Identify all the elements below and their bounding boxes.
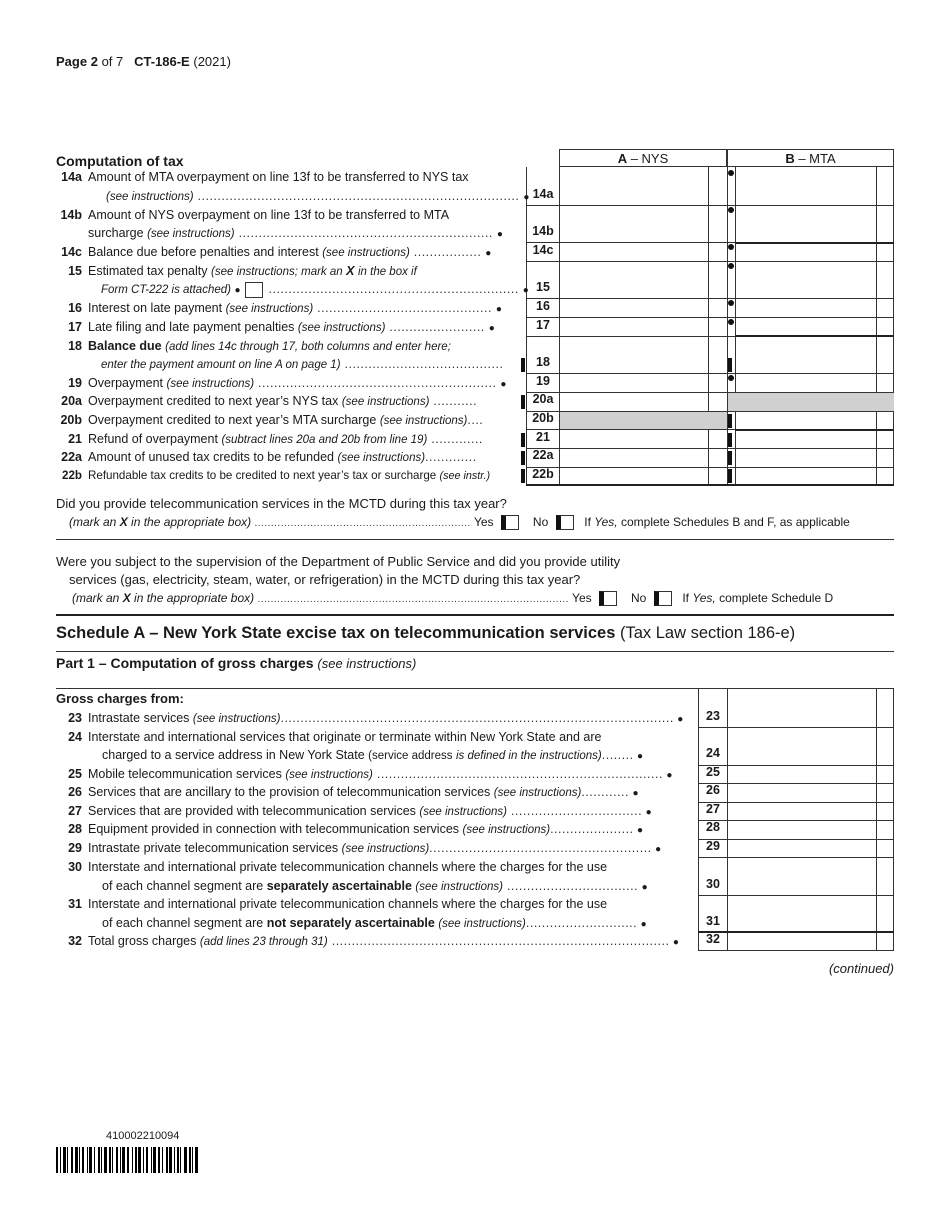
line-text: charged to a service address in New York State: [102, 748, 365, 762]
input-14a-b[interactable]: [736, 168, 876, 205]
line-22a: 22a Amount of unused tax credits to be refunded (see instructions).............: [56, 448, 477, 467]
box-label-19: 19: [536, 374, 550, 388]
line-14b: [56, 206, 449, 225]
box-label-17: 17: [536, 318, 550, 332]
line-num: 19: [68, 376, 82, 390]
ct222-checkbox[interactable]: [245, 282, 263, 298]
line-text: of each channel segment are: [102, 916, 264, 930]
mark-pre: (mark an: [69, 515, 117, 529]
column-b-header: [727, 149, 894, 167]
line-14a-cont: (see instructions) ................................................................................. ●: [106, 189, 530, 203]
line-num: 22a: [61, 450, 82, 464]
line-num: 32: [68, 934, 82, 948]
column-a-header: [559, 149, 727, 167]
line-note: (add lines 14c through 17, both columns and enter here;: [165, 341, 451, 353]
line-text: Equipment provided in connection with telecommunication services: [88, 822, 460, 836]
box-label-21: 21: [536, 430, 550, 444]
line-14b-cont: surcharge (see instructions) ................................................................ ●: [88, 226, 503, 240]
line-21: 21 Refund of overpayment (subtract lines 20a and 20b from line 19) .............: [56, 430, 483, 449]
line-num: 20b: [60, 413, 82, 427]
box-label-27: 27: [706, 802, 720, 816]
line-num: 30: [68, 860, 82, 874]
line-30: [56, 858, 607, 877]
line-note: (see instructions): [225, 303, 314, 315]
line-note: (see instructions): [192, 713, 281, 725]
line-num: 26: [68, 785, 82, 799]
line-note: in the box if: [357, 266, 417, 278]
box-label-28: 28: [706, 820, 720, 834]
shade-20b-a: [560, 412, 727, 429]
utility-question-line1: Were you subject to the supervision of the Department of Public Service and did you provide utility: [56, 554, 621, 569]
line-text: Interstate and international private telecommunication channels where the charges for the use: [88, 897, 608, 911]
box-label-22a: 22a: [532, 448, 554, 462]
yes-label: Yes: [473, 515, 494, 529]
box-label-32: 32: [706, 932, 720, 946]
no-label: No: [630, 591, 647, 605]
line-num: 20a: [61, 394, 82, 408]
line-24: [56, 728, 601, 747]
line-text: of each channel segment are: [102, 879, 264, 893]
line-num: 31: [68, 897, 82, 911]
line-num: 18: [68, 339, 82, 353]
utility-no-checkbox[interactable]: [654, 591, 672, 606]
col-a-name: – NYS: [627, 151, 669, 166]
line-text: Refundable tax credits to be credited to next year’s tax or surcharge: [88, 469, 437, 482]
mark-x: X: [346, 264, 355, 278]
line-28: 28 Equipment provided in connection with telecommunication services (see instructions)..................... ●: [56, 820, 643, 839]
line-note: (see instructions): [341, 396, 430, 408]
schedule-a-title-bold: Schedule A – New York State excise tax on telecommunication services: [56, 624, 616, 642]
form-number: CT-186-E: [134, 54, 190, 69]
line-text: Interest on late payment: [88, 301, 223, 315]
line-num: 14a: [61, 170, 82, 184]
line-num: 24: [68, 730, 82, 744]
line-num: 29: [68, 841, 82, 855]
line-num: 27: [68, 804, 82, 818]
line-27: 27 Services that are provided with telecommunication services (see instructions) ................................. ●: [56, 802, 652, 821]
line-text: Overpayment: [88, 376, 164, 390]
box-label-24: 24: [706, 746, 720, 760]
line-20a: 20a Overpayment credited to next year’s NYS tax (see instructions) ...........: [56, 392, 477, 411]
box-label-14b: 14b: [532, 224, 554, 238]
line-29: 29 Intrastate private telecommunication services (see instructions)........................................................ ●: [56, 839, 661, 858]
input-14a-a[interactable]: [560, 168, 708, 205]
box-label-16: 16: [536, 299, 550, 313]
note-yes: Yes,: [692, 591, 716, 605]
line-31-cont: of each channel segment are not separately ascertainable (see instructions)............................ ●: [102, 916, 647, 930]
barcode: [56, 1147, 238, 1173]
line-30-cont: of each channel segment are separately ascertainable (see instructions) ................................. ●: [102, 879, 648, 893]
line-note: (service address: [368, 750, 453, 762]
box-label-14a: 14a: [532, 187, 554, 201]
line-17: 17 Late filing and late payment penalties (see instructions) ........................ ●: [56, 318, 495, 337]
line-note: (see instructions): [106, 191, 194, 203]
col-b-name: – MTA: [794, 151, 836, 166]
box-label-15: 15: [536, 280, 550, 294]
form-year: (2021): [193, 54, 231, 69]
line-text: Intrastate services: [88, 711, 190, 725]
page-header: [56, 54, 231, 69]
note-pre: If: [584, 515, 591, 529]
telecom-question-mark: (mark an X in the appropriate box) .................................................................. Yes No If Yes, complete Schedules B and F, as applicable: [69, 515, 850, 529]
mark-post: in the appropriate box): [134, 591, 255, 605]
line-20b: 20b Overpayment credited to next year’s MTA surcharge (see instructions)....: [56, 411, 483, 430]
line-num: 14c: [61, 245, 82, 259]
line-note: (see instructions): [322, 247, 410, 259]
box-label-29: 29: [706, 839, 720, 853]
line-note: (see instructions): [285, 769, 373, 781]
line-num: 14b: [60, 208, 82, 222]
line-note: (see instructions; mark an: [211, 266, 343, 278]
line-note: (see instructions): [379, 415, 468, 427]
box-label-25: 25: [706, 765, 720, 779]
line-note: (see instructions): [337, 452, 426, 464]
line-num: 15: [68, 264, 82, 278]
line-num: 23: [68, 711, 82, 725]
line-note: (see instructions): [166, 378, 255, 390]
box-label-22b: 22b: [532, 467, 554, 481]
barcode-number: 410002210094: [106, 1130, 180, 1142]
page-of: of 7: [101, 54, 124, 69]
part1-note: (see instructions): [317, 656, 417, 671]
line-note: (see instructions): [419, 806, 507, 818]
line-text: Balance due: [88, 339, 162, 353]
line-text: Amount of NYS overpayment on line 13f to be transferred to MTA: [88, 208, 450, 222]
part1-title: [56, 655, 416, 671]
schedule-a-title: [56, 624, 795, 643]
telecom-yes-checkbox[interactable]: [501, 515, 519, 530]
gross-charges-from: Gross charges from:: [56, 691, 184, 706]
line-text: Total gross charges: [88, 934, 197, 948]
line-num: 22b: [62, 469, 82, 482]
line-note: (see instructions): [147, 228, 235, 240]
line-text: Amount of MTA overpayment on line 13f to be transferred to NYS tax: [88, 170, 469, 184]
box-label-31: 31: [706, 914, 720, 928]
box-label-30: 30: [706, 877, 720, 891]
line-22b: [56, 467, 490, 486]
line-25: 25 Mobile telecommunication services (see instructions) ........................................................................ ●: [56, 765, 672, 784]
schedule-a-title-ref: (Tax Law section 186-e): [620, 624, 796, 642]
mark-pre: (mark an: [72, 591, 120, 605]
mark-post: in the appropriate box): [131, 515, 252, 529]
box-label-20a: 20a: [532, 392, 554, 406]
line-text: Services that are provided with telecommunication services: [88, 804, 416, 818]
line-14c: 14c Balance due before penalties and interest (see instructions) ................. ●: [56, 243, 491, 262]
box-label-18: 18: [536, 355, 550, 369]
line-text: Overpayment credited to next year’s MTA surcharge: [88, 413, 377, 427]
no-label: No: [532, 515, 549, 529]
note-pre: If: [682, 591, 690, 605]
line-note: (see instructions): [438, 918, 526, 930]
mark-x: X: [122, 591, 131, 605]
continued-label: (continued): [828, 961, 894, 976]
line-note: (see instructions): [297, 322, 386, 334]
line-note: (see instructions): [493, 787, 582, 799]
line-text-bold: separately ascertainable: [266, 879, 412, 893]
part1-title-bold: Part 1 – Computation of gross charges: [56, 655, 314, 671]
line-text: Late filing and late payment penalties: [88, 320, 295, 334]
line-num: 17: [68, 320, 82, 334]
line-18: [56, 337, 451, 356]
note-post: complete Schedule D: [719, 591, 834, 605]
line-note: (see instr.): [439, 470, 491, 482]
utility-question-line2: services (gas, electricity, steam, water, or refrigeration) in the MCTD during this tax year?: [69, 572, 581, 587]
line-text: surcharge: [88, 226, 144, 240]
line-text: Intrastate private telecommunication services: [88, 841, 339, 855]
line-text: Balance due before penalties and interest: [88, 245, 319, 259]
line-num: 25: [68, 767, 82, 781]
line-19: 19 Overpayment (see instructions) ............................................................ ●: [56, 374, 506, 393]
line-num: 28: [68, 822, 82, 836]
page-label: Page: [56, 54, 88, 69]
col-b-letter: B: [785, 151, 795, 166]
mark-x: X: [119, 515, 128, 529]
page-number: 2: [90, 54, 98, 69]
box-label-26: 26: [706, 783, 720, 797]
telecom-question: Did you provide telecommunication services in the MCTD during this tax year?: [56, 496, 507, 511]
line-num: 16: [68, 301, 82, 315]
line-text-bold: not separately ascertainable: [266, 916, 435, 930]
telecom-no-checkbox[interactable]: [556, 515, 574, 530]
line-18-cont: enter the payment amount on line A on page 1) ........................................: [101, 357, 504, 371]
line-note: (see instructions): [415, 881, 503, 893]
computation-title: Computation of tax: [56, 153, 184, 169]
box-label-23: 23: [706, 709, 720, 723]
line-16: 16 Interest on late payment (see instructions) ............................................ ●: [56, 299, 502, 318]
line-32: 32 Total gross charges (add lines 23 through 31) ..................................................................................... ●: [56, 932, 679, 951]
line-14a: [56, 168, 469, 187]
line-text: Mobile telecommunication services: [88, 767, 282, 781]
box-label-20b: 20b: [532, 411, 554, 425]
line-text: Interstate and international private telecommunication channels where the charges for the use: [88, 860, 608, 874]
note-post: complete Schedules B and F, as applicable: [620, 515, 850, 529]
line-num: 21: [68, 432, 82, 446]
col-a-letter: A: [617, 151, 628, 166]
line-note: (see instructions): [462, 824, 551, 836]
line-note: is defined in the instructions): [456, 750, 602, 762]
line-note: Form CT-222 is attached): [101, 284, 231, 296]
line-text: Refund of overpayment: [88, 432, 218, 446]
line-23: 23 Intrastate services (see instructions)................................................................................................... ●: [56, 709, 683, 728]
line-15-cont: Form CT-222 is attached) ● ............................................................... ●: [101, 282, 529, 296]
utility-yes-checkbox[interactable]: [599, 591, 617, 606]
line-note: enter the payment amount on line A on page 1): [101, 359, 341, 371]
line-text: Interstate and international services that originate or terminate within New York State and are: [88, 730, 602, 744]
utility-question-mark: (mark an X in the appropriate box) ............................................................................................... Yes No If Yes, complete Schedule D: [72, 591, 834, 605]
line-24-cont: charged to a service address in New York State (service address is defined in the instructions)........ ●: [102, 748, 644, 762]
line-31: [56, 895, 607, 914]
yes-label: Yes: [572, 591, 592, 605]
line-15: [56, 262, 417, 281]
line-text: Amount of unused tax credits to be refunded: [88, 450, 334, 464]
shade-20a-b: [728, 393, 894, 411]
line-text: Overpayment credited to next year’s NYS tax: [88, 394, 339, 408]
line-text: Estimated tax penalty: [88, 264, 208, 278]
line-text: Services that are ancillary to the provision of telecommunication services: [88, 785, 491, 799]
line-note: (see instructions): [341, 843, 430, 855]
line-26: 26 Services that are ancillary to the provision of telecommunication services (see instructions)............ ●: [56, 783, 639, 802]
note-yes: Yes,: [594, 515, 618, 529]
box-label-14c: 14c: [532, 243, 554, 257]
line-note: (subtract lines 20a and 20b from line 19): [221, 434, 428, 446]
line-note: (add lines 23 through 31): [199, 936, 328, 948]
